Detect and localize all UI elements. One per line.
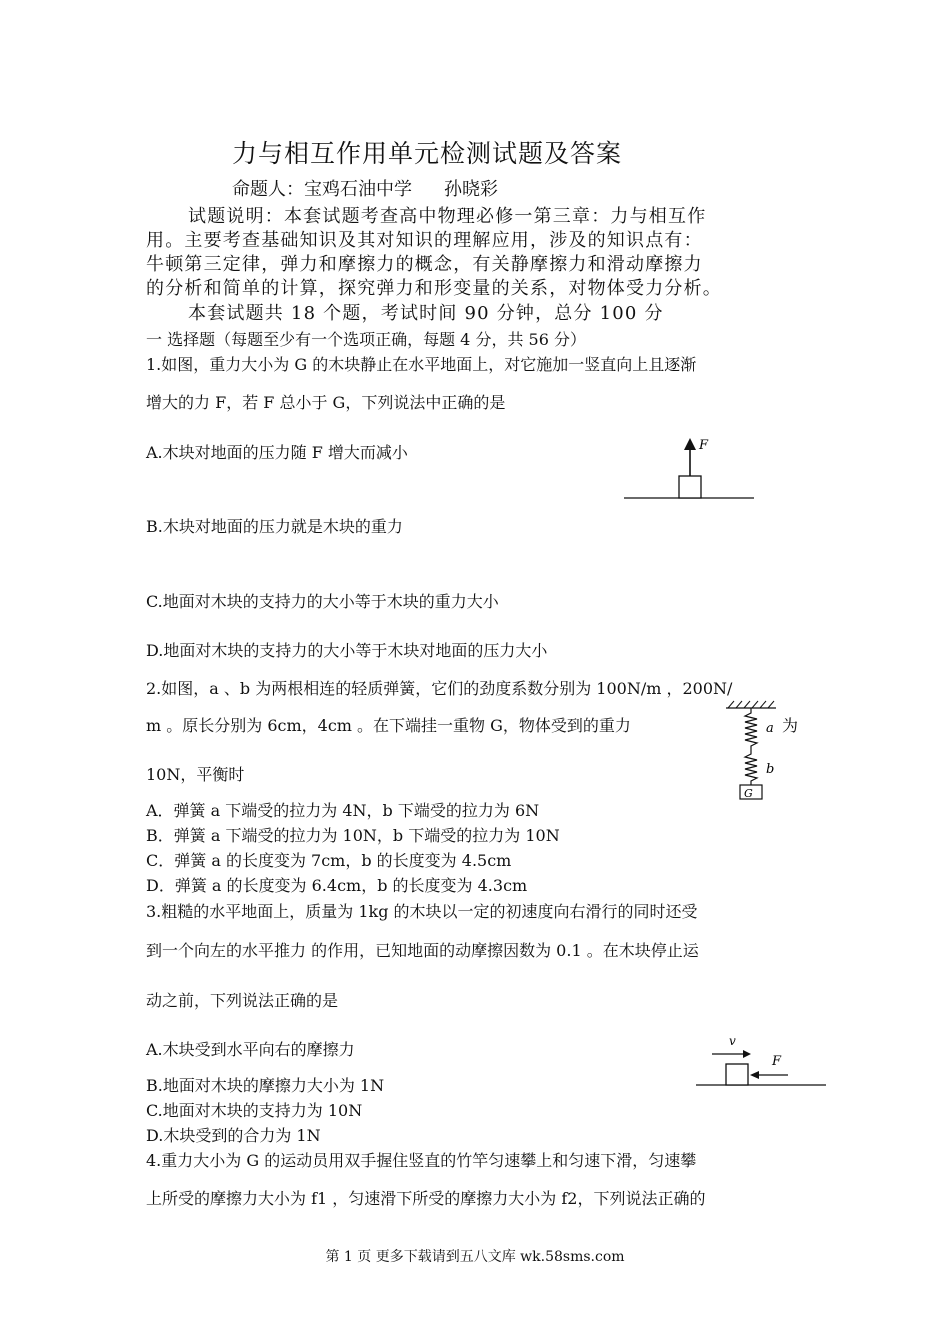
weight-label-g: G [744,787,753,800]
q2-stem-line-3: 10N，平衡时 [146,765,245,784]
q1-option-c: C.地面对木块的支持力的大小等于木块的重力大小 [146,592,499,611]
q2-stem-line-1: 2.如图，a 、b 为两根相连的轻质弹簧，它们的劲度系数分别为 100N/m ，200N/ [146,679,733,698]
velocity-label-v: v [729,1034,736,1048]
q1-option-a: A.木块对地面的压力随 F 增大而减小 [146,443,408,462]
intro-line-2: 用。主要考查基础知识及其对知识的理解应用，涉及的知识点有： [146,230,703,251]
ceiling-hatch [728,701,774,708]
q2-option-d: D．弹簧 a 的长度变为 6.4cm，b 的长度变为 4.3cm [146,876,528,895]
intro-line-3: 牛顿第三定律，弹力和摩擦力的概念，有关静摩擦力和滑动摩擦力 [146,254,703,275]
q4-stem-line-1: 4.重力大小为 G 的运动员用双手握住竖直的竹竿匀速攀上和匀速下滑，匀速攀 [146,1151,697,1170]
q2-option-b: B．弹簧 a 下端受的拉力为 10N，b 下端受的拉力为 10N [146,826,560,845]
author-line [232,175,498,201]
q3-option-c: C.地面对木块的支持力为 10N [146,1101,363,1120]
block-box [726,1064,748,1085]
q3-figure-block [694,1030,834,1094]
spring-b [745,750,757,785]
intro-line-1: 试题说明：本套试题考查高中物理必修一第三章：力与相互作 [188,206,707,227]
force-label-f: F [772,1054,782,1069]
q3-option-a: A.木块受到水平向右的摩擦力 [146,1040,355,1059]
section-heading: 一 选择题（每题至少有一个选项正确，每题 4 分，共 56 分） [146,330,586,349]
force-label-f: F [699,438,709,453]
q2-stem-line-2-end: 为 [782,716,799,735]
q3-option-d: D.木块受到的合力为 1N [146,1126,321,1145]
q2-figure-springs [722,698,792,802]
q2-option-c: C．弹簧 a 的长度变为 7cm，b 的长度变为 4.5cm [146,851,512,870]
force-arrow-head [750,1071,759,1079]
author-label: 命题人：宝鸡石油中学 [232,179,412,200]
q3-stem-line-1: 3.粗糙的水平地面上，质量为 1kg 的木块以一定的初速度向右滑行的同时还受 [146,902,698,921]
q1-stem-line-2: 增大的力 F，若 F 总小于 G，下列说法中正确的是 [146,393,506,412]
q3-option-b: B.地面对木块的摩擦力大小为 1N [146,1076,385,1095]
q2-option-a: A．弹簧 a 下端受的拉力为 4N，b 下端受的拉力为 6N [146,801,540,820]
spring-label-b: b [766,762,775,777]
intro-line-4: 的分析和简单的计算，探究弹力和形变量的关系，对物体受力分析。 [146,278,722,299]
q1-figure-block [620,432,760,504]
author-name: 孙晓彩 [444,179,498,200]
document-title: 力与相互作用单元检测试题及答案 [232,139,623,168]
page-footer: 第 1 页 更多下载请到五八文库 wk.58sms.com [325,1249,625,1265]
q3-stem-line-3: 动之前，下列说法正确的是 [146,991,339,1010]
q1-option-d: D.地面对木块的支持力的大小等于木块对地面的压力大小 [146,641,548,660]
force-arrow-head [684,438,696,450]
spring-a [745,708,757,750]
q2-stem-line-2: m 。原长分别为 6cm，4cm 。在下端挂一重物 G，物体受到的重力 [146,716,631,735]
q1-stem-line-1: 1.如图，重力大小为 G 的木块静止在水平地面上，对它施加一竖直向上且逐渐 [146,355,697,374]
spring-label-a: a [766,721,774,736]
intro-line-5: 本套试题共 18 个题，考试时间 90 分钟，总分 100 分 [188,303,664,324]
block-box [679,476,701,498]
q3-stem-line-2: 到一个向左的水平推力 的作用，已知地面的动摩擦因数为 0.1 。在木块停止运 [146,941,699,960]
q4-stem-line-2: 上所受的摩擦力大小为 f1 ，匀速滑下所受的摩擦力大小为 f2，下列说法正确的 [146,1189,706,1208]
velocity-arrow-head [743,1050,751,1058]
q1-option-b: B.木块对地面的压力就是木块的重力 [146,517,403,536]
